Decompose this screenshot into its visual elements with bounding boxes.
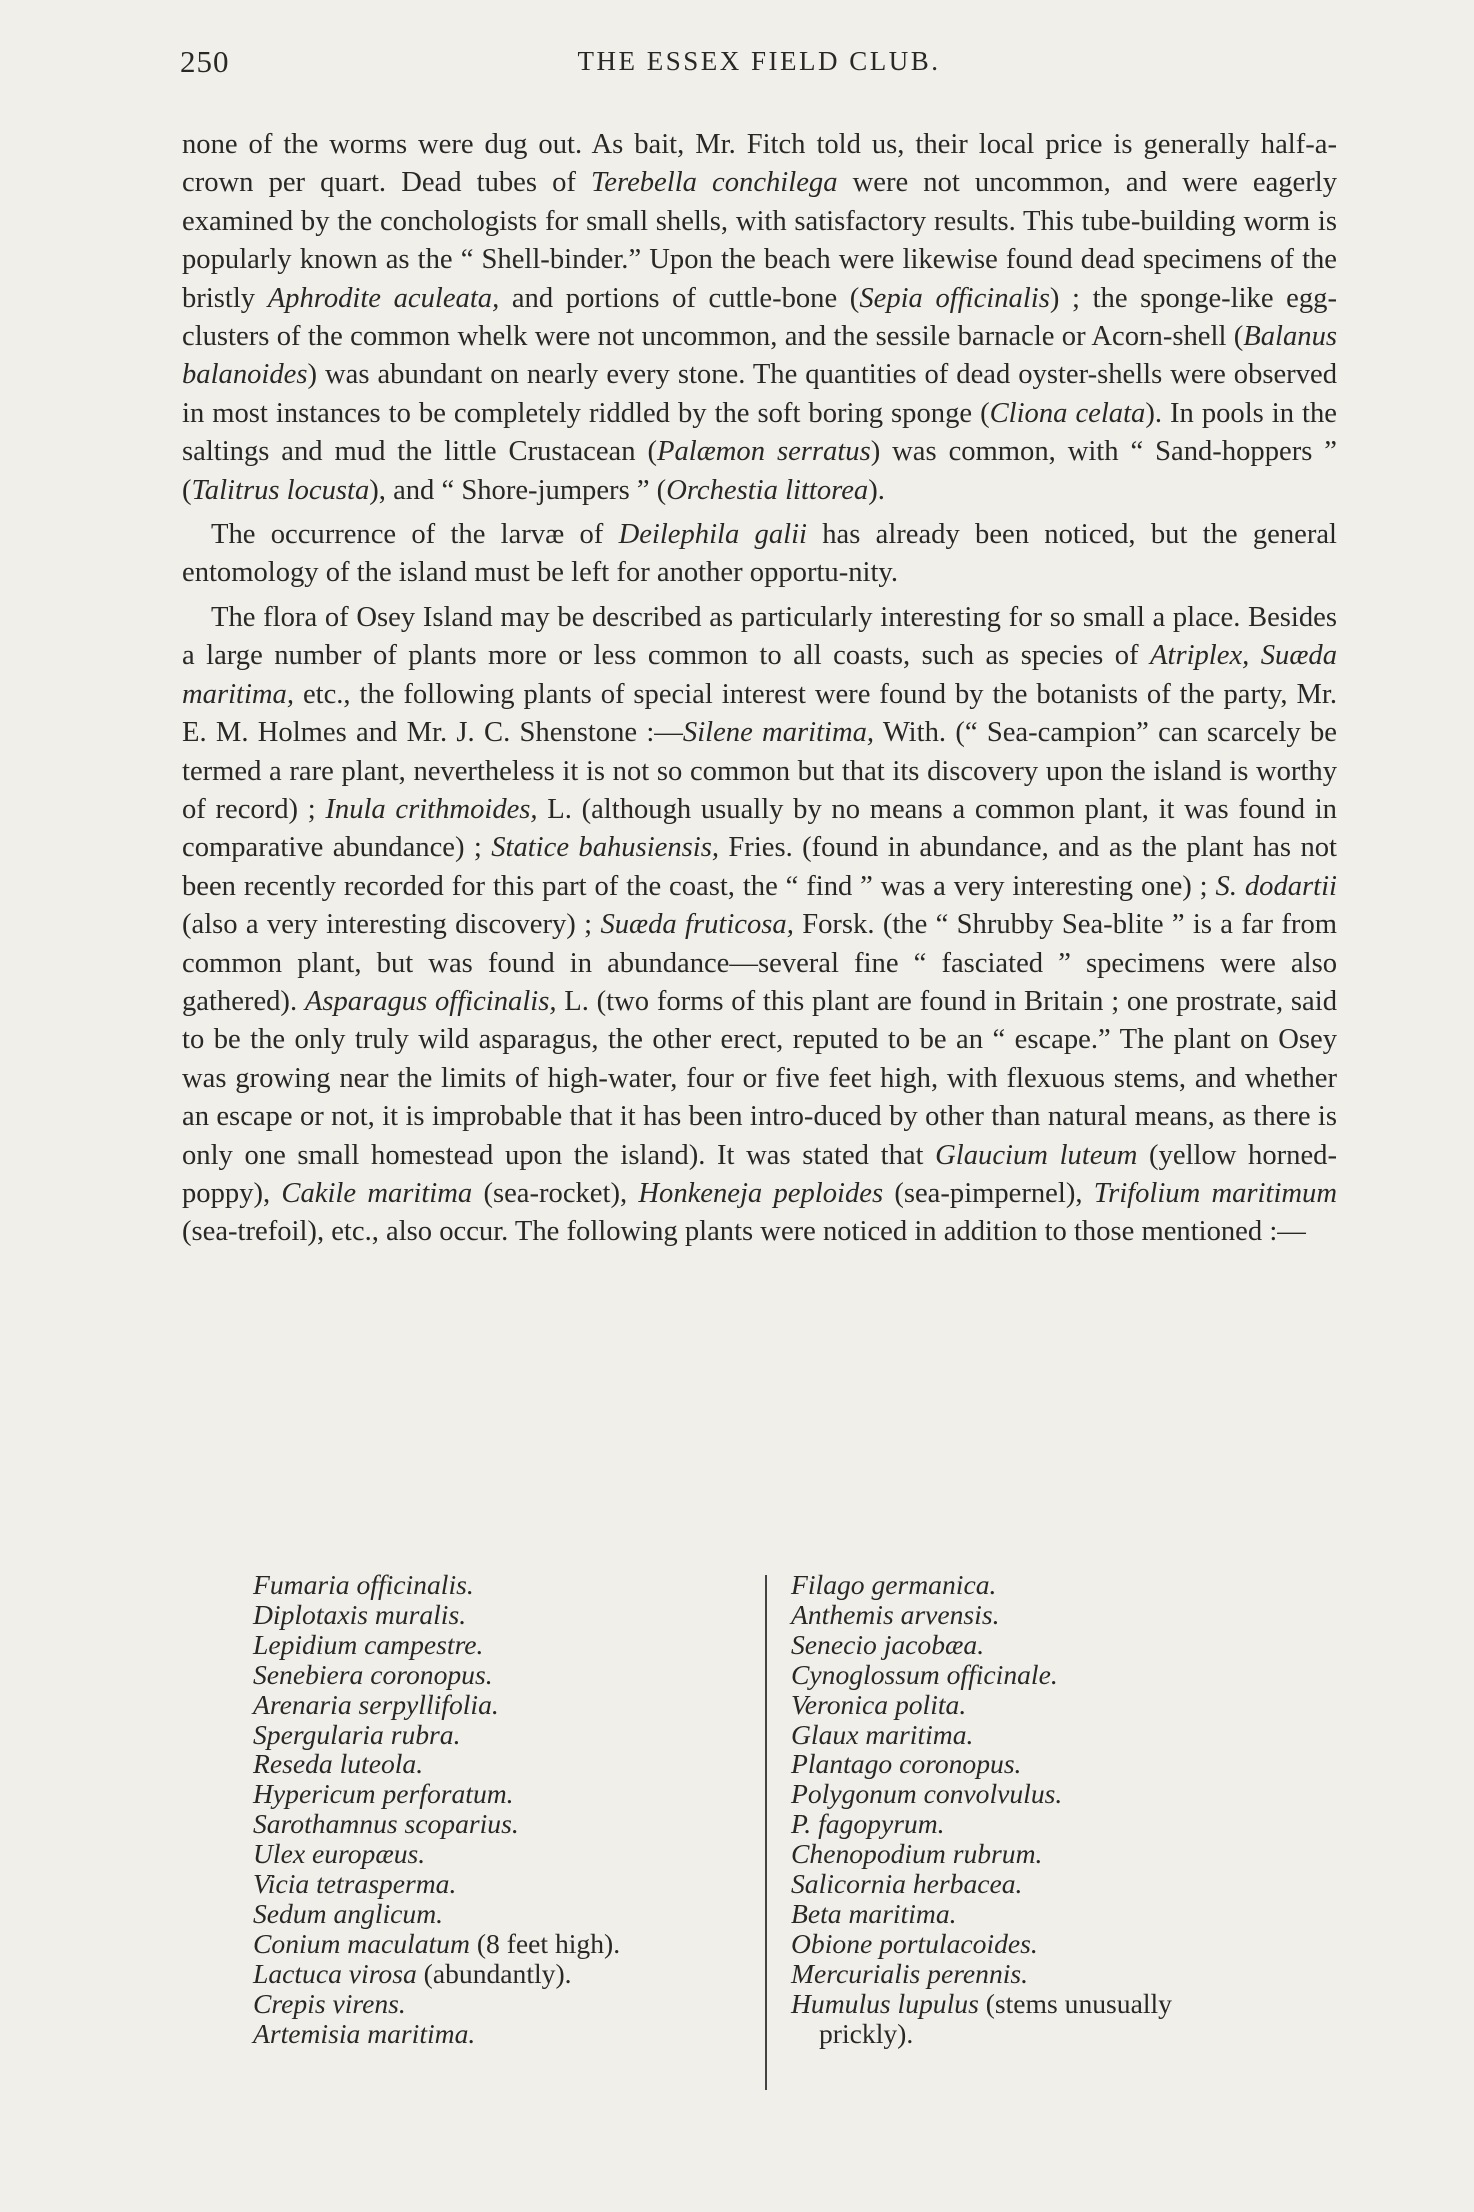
plant-list-item: [791, 1630, 1351, 1660]
paragraph: [182, 516, 1337, 593]
taxon-name: S. dodartii: [1215, 870, 1337, 902]
plant-list-item: [791, 1989, 1351, 2049]
plant-name: Lactuca virosa: [253, 1957, 417, 1989]
plant-list-item: [791, 1600, 1351, 1630]
page-number: 250: [180, 44, 230, 79]
paragraph: [182, 126, 1337, 510]
taxon-name: Balanus balanoides: [182, 321, 1337, 391]
taxon-name: Cakile maritima: [281, 1177, 473, 1209]
taxon-name: Palæmon serratus: [657, 436, 871, 468]
column-divider: [765, 1575, 767, 2090]
text-run: (also a very interesting discovery) ;: [182, 909, 601, 941]
plant-name: Vicia tetrasperma.: [253, 1868, 457, 1900]
plant-list-item: [253, 1809, 773, 1839]
plant-name: Conium maculatum: [253, 1927, 470, 1959]
taxon-name: Cliona celata: [989, 397, 1146, 429]
plant-name: Chenopodium rubrum.: [791, 1838, 1043, 1870]
plant-list-item: [253, 1570, 773, 1600]
plant-name: Senecio jacobæa.: [791, 1628, 985, 1660]
taxon-name: Aphrodite aculeata,: [267, 282, 500, 314]
plant-list-item: [791, 1899, 1351, 1929]
plant-name: Obione portulacoides.: [791, 1927, 1038, 1959]
text-run: none of the worms were dug out. As bait, Mr. Fitch told us, their local price is generally half-a-crown per quart. Dead tubes of: [182, 129, 1337, 199]
plant-name: Diplotaxis muralis.: [253, 1598, 467, 1630]
taxon-name: Terebella conchilega: [591, 167, 838, 199]
plant-name: Beta maritima.: [791, 1897, 957, 1929]
text-run: (yellow horned-poppy),: [182, 1139, 1337, 1209]
plant-name: Spergularia rubra.: [253, 1718, 461, 1750]
text-run: (sea-rocket),: [472, 1177, 639, 1209]
taxon-name: Statice bahusiensis,: [491, 832, 719, 864]
plant-list-item: [253, 1690, 773, 1720]
taxon-name: Deilephila galii: [618, 519, 807, 551]
text-run: ), and “ Shore-jumpers ” (: [369, 474, 667, 506]
plant-name: Sedum anglicum.: [253, 1897, 444, 1929]
plant-name: Sarothamnus scoparius.: [253, 1808, 519, 1840]
taxon-name: Sepia officinalis: [859, 282, 1050, 314]
plant-name: Veronica polita.: [791, 1688, 967, 1720]
running-head: [180, 44, 1338, 84]
text-run: (sea-trefoil), etc., also occur. The following plants were noticed in addition to those mentioned :—: [182, 1216, 1306, 1248]
plant-list-item: [253, 1869, 773, 1899]
running-title: THE ESSEX FIELD CLUB.: [577, 46, 941, 76]
text-run: Fries. (found in abundance, and as the plant has not been recently recorded for this part of the coast, the “ find ” was a very interesting one) ;: [182, 832, 1337, 902]
taxon-name: Atriplex, Suæda maritima,: [182, 640, 1337, 710]
plant-list-item: [791, 1570, 1351, 1600]
text-run: With. (“ Sea-campion” can scarcely be termed a rare plant, nevertheless it is not so common but that its discovery upon the island is worthy of record) ;: [182, 717, 1337, 825]
plant-list-item: [253, 2019, 773, 2049]
text-run: Forsk. (the “ Shrubby Sea-blite ” is a far from common plant, but was found in abundance—several fine “ fasciated ” specimens were also gathered).: [182, 909, 1337, 1017]
text-run: L. (although usually by no means a common plant, it was found in comparative abundance) ;: [182, 793, 1337, 864]
plant-list-item: [791, 1869, 1351, 1899]
text-run: were not uncommon, and were eagerly examined by the conchologists for small shells, with satisfactory results. This tube-building worm is popularly known as the “ Shell-binder.” Upon the beach were likewise found dead specimens of the bristly: [182, 167, 1338, 314]
plant-list-item: [791, 1929, 1351, 1959]
plant-name: Fumaria officinalis.: [253, 1569, 474, 1600]
plant-list-item: [791, 1660, 1351, 1690]
taxon-name: Inula crithmoides,: [325, 793, 538, 825]
plant-name: Hypericum perforatum.: [253, 1778, 514, 1810]
plant-list-item: [253, 1630, 773, 1660]
plant-list-item: [253, 1779, 773, 1809]
plant-list-item: [253, 1749, 773, 1779]
plant-name: Polygonum convolvulus.: [791, 1778, 1063, 1810]
plant-name: Mercurialis perennis.: [791, 1957, 1029, 1989]
taxon-name: Asparagus officinalis,: [304, 985, 557, 1017]
plant-lists: [253, 1570, 1353, 2090]
plant-list-item: [791, 1809, 1351, 1839]
plant-name: Anthemis arvensis.: [791, 1598, 1000, 1630]
plant-list-item: [253, 1839, 773, 1869]
text-run: The occurrence of the larvæ of: [211, 519, 619, 551]
text-run: and portions of cuttle-bone (: [499, 282, 860, 314]
taxon-name: Orchestia littorea: [666, 474, 869, 506]
plant-list-left: [253, 1570, 773, 2049]
paragraph: [182, 599, 1337, 1252]
text-run: L. (two forms of this plant are found in Britain ; one prostrate, said to be the only truly wild asparagus, the other erect, reputed to be an “ escape.” The plant on Osey was growing near the limits of high-water, four or five feet high, with flexuous stems, and whether an escape or not, it is improbable that it has been intro-duced by other than natural means, as there is only one small homestead upon the island). It was stated that: [182, 985, 1337, 1171]
plant-list-item: [791, 1720, 1351, 1750]
plant-list-item: [253, 1899, 773, 1929]
taxon-name: Trifolium maritimum: [1093, 1177, 1337, 1209]
plant-list-item: [253, 1929, 773, 1959]
plant-name: Humulus lupulus: [791, 1987, 979, 2019]
plant-name: Plantago coronopus.: [791, 1748, 1022, 1780]
taxon-name: Glaucium luteum: [935, 1139, 1138, 1171]
plant-name: Senebiera coronopus.: [253, 1658, 493, 1690]
plant-name: Arenaria serpyllifolia.: [253, 1688, 499, 1720]
plant-list-item: [791, 1839, 1351, 1869]
plant-list-item: [791, 1959, 1351, 1989]
plant-name: Cynoglossum officinale.: [791, 1658, 1058, 1690]
plant-name: Filago germanica.: [791, 1569, 997, 1600]
plant-name: Salicornia herbacea.: [791, 1868, 1023, 1900]
text-run: ). In pools in the saltings and mud the little Crustacean (: [182, 397, 1337, 468]
plant-note-continued: prickly).: [819, 2017, 914, 2049]
text-run: ) was common, with “ Sand-hoppers ” (: [182, 436, 1337, 506]
plant-list-item: [253, 1989, 773, 2019]
plant-name: Crepis virens.: [253, 1987, 406, 2019]
plant-list-item: [253, 1600, 773, 1630]
text-run: The flora of Osey Island may be described as particularly interesting for so small a place. Besides a large number of plants more or less common to all coasts, such as species of: [182, 601, 1337, 672]
plant-note: (8 feet high).: [469, 1927, 621, 1959]
plant-list-item: [791, 1749, 1351, 1779]
plant-name: P. fagopyrum.: [791, 1808, 945, 1840]
plant-note: (stems unusually: [978, 1987, 1172, 2019]
plant-list-item: [791, 1779, 1351, 1809]
plant-name: Reseda luteola.: [253, 1748, 424, 1780]
text-run: (sea-pimpernel),: [883, 1177, 1094, 1209]
plant-name: Lepidium campestre.: [253, 1628, 484, 1660]
plant-name: Glaux maritima.: [791, 1718, 974, 1750]
taxon-name: Talitrus locusta: [191, 474, 370, 506]
text-run: ) ; the sponge-like egg-clusters of the common whelk were not uncommon, and the sessile barnacle or Acorn-shell (: [182, 282, 1337, 353]
text-run: has already been noticed, but the general entomology of the island must be left for another opportu-nity.: [182, 519, 1337, 589]
text-run: etc., the following plants of special interest were found by the botanists of the party, Mr. E. M. Holmes and Mr. J. C. Shenstone :—: [182, 678, 1337, 749]
text-run: ) was abundant on nearly every stone. The quantities of dead oyster-shells were observed in most instances to be completely riddled by the soft boring sponge (: [182, 359, 1337, 429]
plant-name: Artemisia maritima.: [253, 2017, 476, 2049]
plant-list-item: [253, 1720, 773, 1750]
plant-list-right: [791, 1570, 1351, 2049]
plant-note: (abundantly).: [416, 1957, 572, 1989]
plant-name: Ulex europæus.: [253, 1838, 426, 1870]
taxon-name: Silene maritima,: [682, 717, 875, 749]
plant-list-item: [253, 1959, 773, 1989]
text-run: ).: [868, 474, 885, 506]
plant-list-item: [791, 1690, 1351, 1720]
body-text: [182, 126, 1337, 1258]
plant-list-item: [253, 1660, 773, 1690]
taxon-name: Suæda fruticosa,: [600, 909, 794, 941]
taxon-name: Honkeneja peploides: [638, 1177, 884, 1209]
